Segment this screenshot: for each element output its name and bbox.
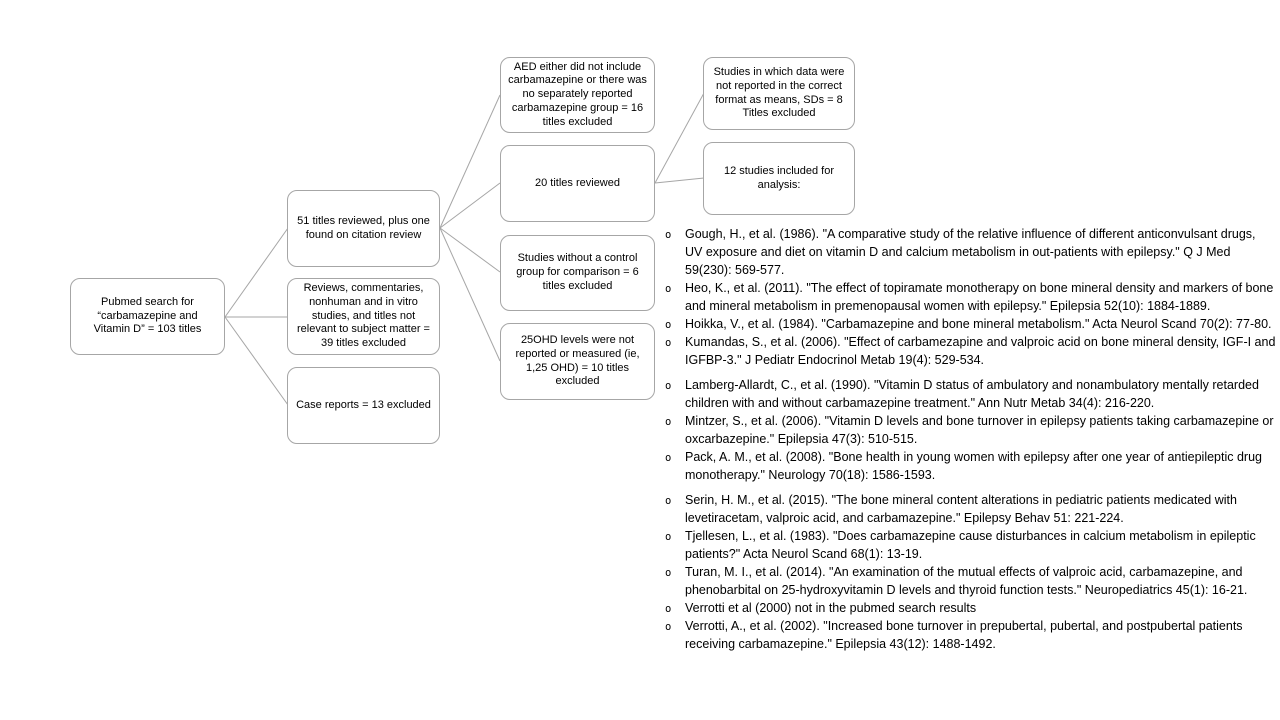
flow-box-pubmed-search: Pubmed search for “carbamazepine and Vitamin D” = 103 titles	[70, 278, 225, 355]
flow-box-reviews-excluded: Reviews, commentaries, nonhuman and in vitro studies, and titles not relevant to subject matter = 39 titles excluded	[287, 278, 440, 355]
bullet-icon: o	[665, 380, 672, 392]
citation-item	[660, 225, 1276, 279]
citation-item	[660, 315, 1276, 333]
bullet-icon: o	[665, 319, 672, 331]
flow-box-aed-excluded: AED either did not include carbamazepine or there was no separately reported carbamazepine group = 16 titles excluded	[500, 57, 655, 133]
flow-box-wrong-format-excluded: Studies in which data were not reported in the correct format as means, SDs = 8 Titles excluded	[703, 57, 855, 130]
bullet-icon: o	[665, 416, 672, 428]
citation-item	[660, 563, 1276, 599]
citation-item	[660, 279, 1276, 315]
citation-item	[660, 527, 1276, 563]
citation-item	[660, 376, 1276, 412]
flow-box-case-reports-excluded: Case reports = 13 excluded	[287, 367, 440, 444]
citation-text: Kumandas, S., et al. (2006). "Effect of carbamezapine and valproic acid on bone mineral density, IGF-I and IGFBP-3." J Pediatr Endocrinol Metab 19(4): 529-534.	[685, 335, 1276, 367]
citation-item	[660, 333, 1276, 369]
citation-text: Verrotti et al (2000) not in the pubmed search results	[685, 601, 977, 615]
citation-item	[660, 491, 1276, 527]
bullet-icon: o	[665, 567, 672, 579]
bullet-icon: o	[665, 229, 672, 241]
citation-text: Gough, H., et al. (1986). "A comparative study of the relative influence of different anticonvulsant drugs, UV exposure and diet on vitamin D and calcium metabolism in out-patients with epilepsy." Q J Med 59(230): 569-577.	[685, 227, 1256, 277]
bullet-icon: o	[665, 621, 672, 633]
flow-box-51-titles-reviewed: 51 titles reviewed, plus one found on citation review	[287, 190, 440, 267]
citation-text: Tjellesen, L., et al. (1983). "Does carbamazepine cause disturbances in calcium metabolism in epileptic patients?" Acta Neurol Scand 68(1): 13-19.	[685, 529, 1256, 561]
citation-text: Pack, A. M., et al. (2008). "Bone health in young women with epilepsy after one year of antiepileptic drug monotherapy." Neurology 70(18): 1586-1593.	[685, 450, 1262, 482]
citation-item	[660, 412, 1276, 448]
bullet-icon: o	[665, 337, 672, 349]
citation-item	[660, 617, 1276, 653]
connector-line	[440, 228, 500, 361]
citation-text: Heo, K., et al. (2011). "The effect of topiramate monotherapy on bone mineral density and markers of bone and mineral metabolism in premenopausal women with epilepsy." Epilepsia 52(10): 1884-1889.	[685, 281, 1274, 313]
citation-item	[660, 599, 1276, 617]
flow-box-25ohd-excluded: 25OHD levels were not reported or measured (ie, 1,25 OHD) = 10 titles excluded	[500, 323, 655, 400]
bullet-icon: o	[665, 452, 672, 464]
citation-text: Lamberg-Allardt, C., et al. (1990). "Vitamin D status of ambulatory and nonambulatory mentally retarded children with and without carbamazepine treatment." Ann Nutr Metab 34(4): 216-220.	[685, 378, 1259, 410]
connector-line	[225, 317, 288, 405]
connector-line	[655, 178, 704, 183]
connector-line	[655, 93, 704, 183]
citation-list	[660, 225, 1276, 653]
connector-line	[440, 228, 500, 272]
bullet-icon: o	[665, 603, 672, 615]
citation-item	[660, 448, 1276, 484]
citation-text: Serin, H. M., et al. (2015). "The bone mineral content alterations in pediatric patients medicated with levetiracetam, valproic acid, and carbamazepine." Epilepsy Behav 51: 221-224.	[685, 493, 1237, 525]
flow-box-20-titles-reviewed: 20 titles reviewed	[500, 145, 655, 222]
bullet-icon: o	[665, 495, 672, 507]
connector-line	[225, 228, 288, 317]
citation-text: Hoikka, V., et al. (1984). "Carbamazepine and bone mineral metabolism." Acta Neurol Scand 70(2): 77-80.	[685, 317, 1272, 331]
connector-line	[440, 183, 500, 228]
flow-box-12-studies-included: 12 studies included for analysis:	[703, 142, 855, 215]
citation-text: Verrotti, A., et al. (2002). "Increased bone turnover in prepubertal, pubertal, and postpubertal patients receiving carbamazepine." Epilepsia 43(12): 1488-1492.	[685, 619, 1243, 651]
citation-text: Turan, M. I., et al. (2014). "An examination of the mutual effects of valproic acid, carbamazepine, and phenobarbital on 25-hydroxyvitamin D levels and thyroid function tests." Neuropediatrics 45(1): 16-21.	[685, 565, 1248, 597]
bullet-icon: o	[665, 531, 672, 543]
citation-text: Mintzer, S., et al. (2006). "Vitamin D levels and bone turnover in epilepsy patients taking carbamazepine or oxcarbazepine." Epilepsia 47(3): 510-515.	[685, 414, 1274, 446]
bullet-icon: o	[665, 283, 672, 295]
connector-line	[440, 95, 500, 228]
flow-box-no-control-group-excluded: Studies without a control group for comparison = 6 titles excluded	[500, 235, 655, 311]
